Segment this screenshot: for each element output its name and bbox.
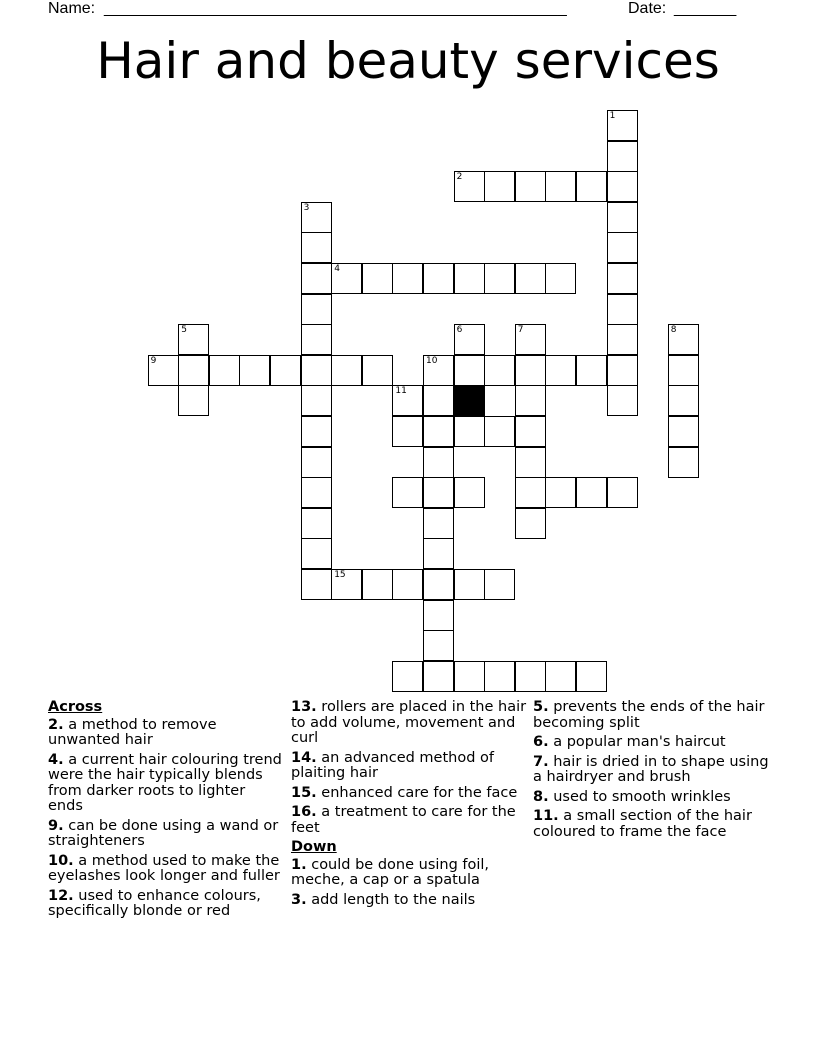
grid-cell[interactable] xyxy=(392,661,423,692)
clue-text: can be done using a wand or straighteners xyxy=(48,817,279,849)
grid-cell[interactable] xyxy=(331,355,362,386)
grid-cell[interactable] xyxy=(239,355,270,386)
grid-cell[interactable] xyxy=(301,324,332,355)
grid-cell[interactable] xyxy=(423,630,454,661)
clue-across-2 xyxy=(48,718,284,749)
clue-down-3 xyxy=(291,893,527,909)
clue-number: 12. xyxy=(48,887,74,904)
grid-cell[interactable] xyxy=(607,324,638,355)
clue-number: 8. xyxy=(533,788,549,805)
grid-cell[interactable] xyxy=(607,477,638,508)
grid-cell[interactable] xyxy=(515,171,546,202)
clue-number: 10. xyxy=(48,852,74,869)
clue-down-1 xyxy=(291,858,527,889)
date-label: Date: xyxy=(628,0,667,17)
grid-cell[interactable] xyxy=(362,263,393,294)
grid-cell[interactable] xyxy=(545,171,576,202)
grid-cell[interactable] xyxy=(515,661,546,692)
grid-cell[interactable] xyxy=(301,477,332,508)
name-line[interactable]: ____________________________________________________ xyxy=(104,0,567,17)
grid-cell[interactable] xyxy=(515,355,546,386)
clue-text: prevents the ends of the hair becoming split xyxy=(533,699,765,731)
down-heading: Down xyxy=(291,839,337,855)
grid-cell[interactable] xyxy=(301,447,332,478)
clue-number: 6. xyxy=(533,734,549,750)
clue-number-label: 9 xyxy=(150,355,157,366)
clue-number: 4. xyxy=(48,751,64,768)
grid-cell[interactable] xyxy=(301,263,332,294)
grid-cell[interactable] xyxy=(454,263,485,294)
grid-cell[interactable] xyxy=(392,385,423,416)
grid-cell[interactable] xyxy=(423,661,454,692)
grid-cell[interactable] xyxy=(515,324,546,355)
clue-number-label: 4 xyxy=(334,264,340,274)
grid-cell[interactable] xyxy=(668,416,699,447)
grid-cell[interactable] xyxy=(454,416,485,447)
clue-across-15 xyxy=(291,786,527,802)
grid-cell[interactable] xyxy=(607,263,638,294)
grid-cell[interactable] xyxy=(607,202,638,233)
page-title: Hair and beauty services xyxy=(96,32,720,90)
grid-cell[interactable] xyxy=(148,355,179,386)
grid-cell[interactable] xyxy=(484,263,515,294)
grid-cell[interactable] xyxy=(515,477,546,508)
clue-text: a popular man's haircut xyxy=(553,734,726,750)
clue-number-label: 6 xyxy=(456,325,463,336)
clue-number: 13. xyxy=(291,699,317,715)
grid-cell[interactable] xyxy=(668,447,699,478)
clue-across-16 xyxy=(291,805,527,836)
clue-down-8 xyxy=(533,790,769,806)
clue-number-label: 15 xyxy=(334,570,346,580)
clue-number: 7. xyxy=(533,753,549,770)
grid-cell[interactable] xyxy=(484,171,515,202)
clue-text: a current hair colouring trend were the hair typically blends from darker roots to lighter ends xyxy=(48,751,282,814)
clue-number-label: 3 xyxy=(303,202,310,213)
grid-cell[interactable] xyxy=(454,171,485,202)
clue-text: could be done using foil, meche, a cap or a spatula xyxy=(291,856,490,888)
grid-cell[interactable] xyxy=(668,355,699,386)
clue-text: a method used to make the eyelashes look longer and fuller xyxy=(48,852,280,884)
grid-cell[interactable] xyxy=(301,416,332,447)
grid-cell[interactable] xyxy=(607,232,638,263)
clue-text: a treatment to care for the feet xyxy=(291,804,516,836)
grid-cell[interactable] xyxy=(423,355,454,386)
clue-text: an advanced method of plaiting hair xyxy=(291,749,495,781)
grid-cell[interactable] xyxy=(668,324,699,355)
clue-number-label: 10 xyxy=(426,355,438,366)
grid-cell[interactable] xyxy=(668,385,699,416)
grid-cell[interactable] xyxy=(454,355,485,386)
grid-cell[interactable] xyxy=(454,477,485,508)
grid-cell[interactable] xyxy=(392,569,423,600)
grid-cell[interactable] xyxy=(301,355,332,386)
grid-cell[interactable] xyxy=(545,661,576,692)
grid-cell[interactable] xyxy=(423,508,454,539)
clue-number: 5. xyxy=(533,699,549,715)
grid-cell[interactable] xyxy=(607,355,638,386)
grid-cell[interactable] xyxy=(392,416,423,447)
grid-cell[interactable] xyxy=(392,263,423,294)
grid-cell[interactable] xyxy=(515,447,546,478)
clue-number-label: 7 xyxy=(517,325,524,336)
grid-cell[interactable] xyxy=(301,232,332,263)
clue-text: used to smooth wrinkles xyxy=(553,788,731,805)
grid-cell[interactable] xyxy=(423,538,454,569)
clues-column-1 xyxy=(48,700,284,924)
grid-cell[interactable] xyxy=(362,355,393,386)
grid-cell[interactable] xyxy=(301,294,332,325)
name-label: Name: xyxy=(48,0,96,17)
clue-across-13 xyxy=(291,700,527,747)
grid-cell[interactable] xyxy=(576,661,607,692)
grid-cell[interactable] xyxy=(423,447,454,478)
clue-text: used to enhance colours, specifically blonde or red xyxy=(48,887,261,919)
clue-down-5 xyxy=(533,700,769,731)
clue-text: a method to remove unwanted hair xyxy=(48,716,217,748)
grid-cell[interactable] xyxy=(454,324,485,355)
clue-text: add length to the nails xyxy=(311,891,476,908)
grid-cell[interactable] xyxy=(607,294,638,325)
grid-cell[interactable] xyxy=(484,355,515,386)
clue-number-label: 1 xyxy=(609,111,616,121)
grid-cell[interactable] xyxy=(423,385,454,416)
grid-cell[interactable] xyxy=(362,569,393,600)
grid-cell[interactable] xyxy=(270,355,301,386)
grid-cell[interactable] xyxy=(178,324,209,355)
grid-cell[interactable] xyxy=(423,263,454,294)
grid-cell[interactable] xyxy=(423,600,454,631)
grid-cell[interactable] xyxy=(607,141,638,172)
grid-cell[interactable] xyxy=(301,538,332,569)
grid-cell[interactable] xyxy=(515,416,546,447)
grid-cell[interactable] xyxy=(515,385,546,416)
grid-cell[interactable] xyxy=(331,263,362,294)
grid-cell[interactable] xyxy=(607,385,638,416)
grid-cell[interactable] xyxy=(576,355,607,386)
clue-number: 14. xyxy=(291,749,317,766)
clue-number: 9. xyxy=(48,817,64,834)
clue-number-label: 5 xyxy=(181,325,187,336)
clue-number: 15. xyxy=(291,784,317,801)
grid-cell[interactable] xyxy=(301,202,332,233)
clue-across-14 xyxy=(291,751,527,782)
grid-cell[interactable] xyxy=(423,416,454,447)
clue-number-label: 11 xyxy=(395,386,407,397)
clue-down-7 xyxy=(533,755,769,786)
grid-cell[interactable] xyxy=(607,110,638,141)
date-line[interactable]: _______ xyxy=(674,0,737,17)
grid-cell[interactable] xyxy=(392,477,423,508)
clue-across-9 xyxy=(48,819,284,850)
grid-cell[interactable] xyxy=(484,416,515,447)
clue-text: rollers are placed in the hair to add volume, movement and curl xyxy=(291,699,527,746)
clues-column-3 xyxy=(533,700,769,844)
clue-number: 1. xyxy=(291,856,307,873)
grid-cell[interactable] xyxy=(331,569,362,600)
grid-cell[interactable] xyxy=(454,569,485,600)
grid-cell[interactable] xyxy=(484,661,515,692)
clue-down-11 xyxy=(533,809,769,840)
across-heading: Across xyxy=(48,699,103,715)
black-cell xyxy=(454,385,485,416)
grid-cell[interactable] xyxy=(454,661,485,692)
clue-text: a small section of the hair coloured to frame the face xyxy=(533,808,752,840)
grid-cell[interactable] xyxy=(484,569,515,600)
grid-cell[interactable] xyxy=(301,385,332,416)
grid-cell[interactable] xyxy=(178,385,209,416)
grid-cell[interactable] xyxy=(545,477,576,508)
clue-text: enhanced care for the face xyxy=(321,784,518,801)
grid-cell[interactable] xyxy=(576,171,607,202)
clue-number: 11. xyxy=(533,808,559,824)
clue-number-label: 8 xyxy=(670,325,677,336)
clue-down-6 xyxy=(533,735,769,751)
grid-cell[interactable] xyxy=(423,569,454,600)
grid-cell[interactable] xyxy=(301,508,332,539)
grid-cell[interactable] xyxy=(301,569,332,600)
clue-text: hair is dried in to shape using a hairdryer and brush xyxy=(533,753,769,785)
grid-cell[interactable] xyxy=(545,355,576,386)
grid-cell[interactable] xyxy=(178,355,209,386)
grid-cell[interactable] xyxy=(515,508,546,539)
grid-cell[interactable] xyxy=(545,263,576,294)
clue-across-10 xyxy=(48,854,284,885)
grid-cell[interactable] xyxy=(423,477,454,508)
grid-cell[interactable] xyxy=(209,355,240,386)
clue-across-12 xyxy=(48,889,284,920)
clues-column-2 xyxy=(291,700,527,912)
clue-number: 3. xyxy=(291,891,307,908)
grid-cell[interactable] xyxy=(576,477,607,508)
grid-cell[interactable] xyxy=(515,263,546,294)
clue-number: 16. xyxy=(291,804,317,820)
clue-number-label: 2 xyxy=(456,172,463,183)
grid-cell[interactable] xyxy=(607,171,638,202)
clue-across-4 xyxy=(48,753,284,815)
clue-number: 2. xyxy=(48,716,64,733)
